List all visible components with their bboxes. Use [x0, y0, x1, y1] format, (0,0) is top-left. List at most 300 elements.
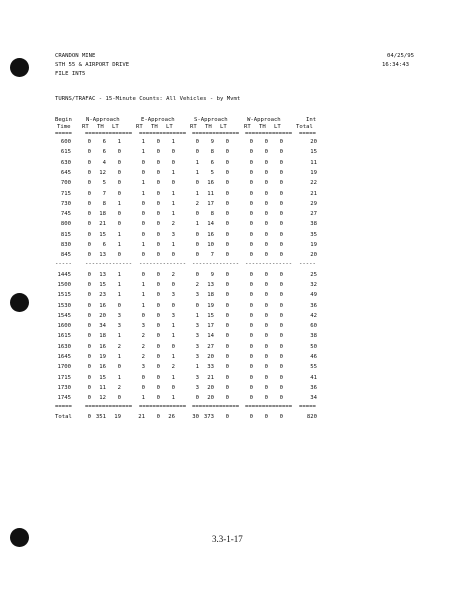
table-cell: 600 — [60, 139, 71, 145]
table-cell: 0 — [87, 242, 91, 248]
table-cell: 0 — [225, 364, 229, 371]
table-cell: 1 — [117, 242, 121, 248]
table-cell: 15 — [310, 149, 317, 156]
table-cell: 1 — [141, 180, 145, 187]
table-cell: 50 — [310, 343, 317, 350]
table-cell: 0 — [264, 384, 268, 391]
table-cell: 0 — [264, 242, 268, 248]
table-cell: 55 — [310, 364, 317, 371]
table-cell: 0 — [279, 333, 283, 340]
table-cell: 0 — [279, 139, 283, 145]
header-separator — [0, 131, 465, 138]
table-cell: 0 — [249, 413, 253, 420]
table-cell: 0 — [117, 395, 121, 402]
table-cell: 0 — [171, 343, 175, 350]
table-cell: 0 — [249, 190, 253, 197]
table-cell: 0 — [171, 302, 175, 309]
table-cell: 16 — [207, 180, 214, 187]
separator-segment: ----- — [299, 260, 316, 267]
table-cell: 0 — [87, 302, 91, 309]
table-cell: Total — [55, 413, 72, 420]
table-cell: 1 — [171, 211, 175, 218]
table-cell: 0 — [264, 169, 268, 176]
table-cell: 19 — [310, 169, 317, 176]
table-cell: 0 — [156, 159, 160, 166]
table-row — [0, 139, 465, 146]
table-cell: 0 — [156, 180, 160, 187]
table-cell: 3 — [141, 364, 145, 371]
table-cell: 21 — [310, 190, 317, 197]
table-cell: 1 — [171, 139, 175, 145]
table-cell: 0 — [156, 413, 160, 420]
table-cell: 0 — [225, 139, 229, 145]
table-cell: 2 — [117, 343, 121, 350]
table-cell: 21 — [207, 374, 214, 381]
table-cell: 0 — [249, 149, 253, 156]
table-cell: 33 — [207, 364, 214, 371]
table-cell: 0 — [141, 271, 145, 278]
table-cell: 645 — [60, 169, 71, 176]
table-cell: 0 — [87, 413, 91, 420]
table-cell: 34 — [310, 395, 317, 402]
table-cell: 5 — [102, 180, 106, 187]
table-cell: 0 — [156, 281, 160, 288]
table-cell: 0 — [264, 333, 268, 340]
table-cell: 0 — [156, 139, 160, 145]
table-cell: 1 — [195, 312, 199, 319]
table-cell: 0 — [195, 302, 199, 309]
table-cell: 0 — [279, 281, 283, 288]
table-cell: 22 — [310, 180, 317, 187]
separator-segment: ============== — [139, 131, 187, 137]
table-cell: 0 — [264, 343, 268, 350]
table-cell: 0 — [225, 281, 229, 288]
table-row — [0, 252, 465, 259]
table-cell: 3 — [195, 354, 199, 360]
table-cell: 0 — [156, 242, 160, 248]
table-cell: 0 — [264, 190, 268, 197]
table-cell: 0 — [87, 231, 91, 238]
table-cell: 0 — [87, 159, 91, 166]
table-cell: 49 — [310, 292, 317, 299]
table-cell: 12 — [99, 395, 106, 402]
table-cell: 13 — [99, 252, 106, 259]
table-cell: 0 — [279, 180, 283, 187]
movement-header: TH — [97, 124, 104, 130]
table-cell: 0 — [249, 384, 253, 391]
table-cell: 0 — [87, 374, 91, 381]
table-cell: 3 — [171, 231, 175, 238]
col-total-label: Total — [296, 124, 313, 130]
table-cell: 0 — [156, 354, 160, 360]
table-cell: 1 — [171, 169, 175, 176]
table-cell: 19 — [207, 302, 214, 309]
table-row — [0, 160, 465, 167]
table-cell: 820 — [306, 413, 317, 420]
table-cell: 0 — [87, 364, 91, 371]
table-cell: 0 — [171, 149, 175, 156]
table-cell: 0 — [87, 312, 91, 319]
header-time: 16:34:43 — [382, 62, 409, 68]
table-cell: 1 — [141, 190, 145, 197]
table-cell: 0 — [264, 252, 268, 259]
movement-header: RT — [244, 124, 251, 130]
table-cell: 700 — [60, 180, 71, 187]
table-cell: 0 — [249, 281, 253, 288]
header-location: STH 55 & AIRPORT DRIVE — [55, 62, 130, 68]
table-cell: 0 — [249, 323, 253, 330]
table-cell: 1 — [195, 364, 199, 371]
table-row — [0, 232, 465, 239]
table-cell: 1 — [141, 395, 145, 402]
table-cell: 0 — [141, 312, 145, 319]
table-row — [0, 354, 465, 361]
table-cell: 20 — [310, 139, 317, 145]
col-begin-label: Begin — [55, 117, 72, 123]
table-cell: 0 — [195, 139, 199, 145]
table-cell: 1 — [171, 354, 175, 360]
table-cell: 0 — [87, 252, 91, 259]
table-cell: 1 — [117, 139, 121, 145]
table-cell: 42 — [310, 312, 317, 319]
table-cell: 0 — [87, 333, 91, 340]
separator-segment: ===== — [299, 403, 316, 410]
table-cell: 35 — [310, 231, 317, 238]
separator-segment: ===== — [299, 131, 316, 137]
table-cell: 0 — [264, 200, 268, 207]
table-cell: 0 — [279, 190, 283, 197]
separator-segment: -------------- — [139, 260, 187, 267]
table-cell: 0 — [279, 364, 283, 371]
table-cell: 0 — [264, 395, 268, 402]
table-cell: 2 — [171, 364, 175, 371]
table-cell: 2 — [141, 354, 145, 360]
table-cell: 0 — [141, 169, 145, 176]
table-cell: 0 — [171, 180, 175, 187]
table-row — [0, 272, 465, 279]
table-cell: 1 — [141, 281, 145, 288]
table-cell: 0 — [225, 302, 229, 309]
table-cell: 3 — [195, 343, 199, 350]
table-cell: 3 — [195, 333, 199, 340]
table-cell: 29 — [310, 200, 317, 207]
table-cell: 1 — [117, 281, 121, 288]
movement-header: TH — [259, 124, 266, 130]
movement-header: LT — [220, 124, 227, 130]
table-cell: 0 — [87, 200, 91, 207]
table-cell: 0 — [279, 292, 283, 299]
table-cell: 15 — [99, 374, 106, 381]
movement-header: LT — [274, 124, 281, 130]
table-cell: 0 — [141, 211, 145, 218]
table-cell: 17 — [207, 200, 214, 207]
table-row — [0, 375, 465, 382]
table-cell: 16 — [207, 231, 214, 238]
table-cell: 0 — [279, 252, 283, 259]
table-cell: 6 — [102, 149, 106, 156]
table-cell: 0 — [279, 413, 283, 420]
table-cell: 0 — [156, 252, 160, 259]
table-cell: 1 — [195, 169, 199, 176]
table-cell: 15 — [207, 312, 214, 319]
table-cell: 0 — [87, 139, 91, 145]
table-cell: 3 — [195, 292, 199, 299]
table-cell: 13 — [207, 281, 214, 288]
table-cell: 0 — [249, 180, 253, 187]
table-cell: 0 — [249, 364, 253, 371]
table-cell: 0 — [141, 384, 145, 391]
table-cell: 2 — [141, 333, 145, 340]
table-cell: 0 — [225, 180, 229, 187]
table-cell: 0 — [87, 292, 91, 299]
table-row — [0, 201, 465, 208]
table-cell: 0 — [225, 292, 229, 299]
table-cell: 0 — [195, 252, 199, 259]
table-cell: 60 — [310, 323, 317, 330]
separator-segment: -------------- — [245, 260, 293, 267]
table-cell: 6 — [102, 139, 106, 145]
table-cell: 21 — [138, 413, 145, 420]
table-cell: 0 — [225, 159, 229, 166]
table-cell: 3 — [171, 312, 175, 319]
table-cell: 46 — [310, 354, 317, 360]
table-cell: 3 — [171, 292, 175, 299]
table-cell: 27 — [310, 211, 317, 218]
table-cell: 373 — [203, 413, 214, 420]
table-cell: 1 — [141, 149, 145, 156]
table-cell: 3 — [195, 374, 199, 381]
table-cell: 0 — [279, 384, 283, 391]
total-separator — [0, 404, 465, 411]
table-cell: 0 — [279, 211, 283, 218]
table-cell: 0 — [195, 231, 199, 238]
table-row — [0, 323, 465, 330]
table-cell: 12 — [99, 169, 106, 176]
table-cell: 1 — [117, 333, 121, 340]
table-cell: 0 — [156, 221, 160, 228]
table-cell: 1600 — [57, 323, 71, 330]
table-cell: 0 — [141, 374, 145, 381]
table-cell: 0 — [264, 413, 268, 420]
table-cell: 830 — [60, 242, 71, 248]
movement-header: LT — [112, 124, 119, 130]
table-cell: 11 — [310, 159, 317, 166]
table-cell: 0 — [195, 211, 199, 218]
table-cell: 0 — [87, 354, 91, 360]
table-cell: 1 — [117, 200, 121, 207]
table-cell: 1 — [171, 395, 175, 402]
total-row — [0, 414, 465, 421]
table-cell: 0 — [264, 374, 268, 381]
separator-segment: ============== — [85, 131, 133, 137]
table-cell: 0 — [171, 384, 175, 391]
table-cell: 1445 — [57, 271, 71, 278]
separator-segment: ============== — [192, 131, 240, 137]
table-cell: 6 — [102, 242, 106, 248]
table-cell: 21 — [99, 221, 106, 228]
table-cell: 0 — [264, 354, 268, 360]
table-cell: 19 — [114, 413, 121, 420]
table-cell: 3 — [141, 323, 145, 330]
table-cell: 0 — [171, 281, 175, 288]
table-cell: 15 — [99, 281, 106, 288]
table-cell: 0 — [171, 252, 175, 259]
am-pm-separator — [0, 261, 465, 268]
table-cell: 0 — [156, 323, 160, 330]
header-site: CRANDON MINE — [55, 53, 96, 59]
table-cell: 7 — [102, 190, 106, 197]
separator-segment: -------------- — [85, 260, 133, 267]
table-row — [0, 242, 465, 249]
table-cell: 14 — [207, 333, 214, 340]
table-cell: 0 — [249, 211, 253, 218]
table-cell: 815 — [60, 231, 71, 238]
table-cell: 0 — [117, 252, 121, 259]
table-cell: 0 — [264, 231, 268, 238]
table-cell: 0 — [279, 395, 283, 402]
table-cell: 1 — [141, 242, 145, 248]
table-cell: 0 — [249, 292, 253, 299]
table-cell: 0 — [249, 200, 253, 207]
table-cell: 1 — [117, 374, 121, 381]
table-cell: 1 — [117, 292, 121, 299]
table-cell: 1 — [171, 374, 175, 381]
table-cell: 1745 — [57, 395, 71, 402]
table-cell: 3 — [117, 323, 121, 330]
table-cell: 0 — [225, 354, 229, 360]
table-cell: 0 — [225, 200, 229, 207]
movement-header: TH — [151, 124, 158, 130]
table-cell: 2 — [141, 343, 145, 350]
table-cell: 0 — [156, 312, 160, 319]
table-cell: 7 — [210, 252, 214, 259]
table-cell: 0 — [225, 149, 229, 156]
table-cell: 0 — [141, 159, 145, 166]
table-cell: 0 — [156, 271, 160, 278]
table-cell: 20 — [207, 354, 214, 360]
table-cell: 20 — [310, 252, 317, 259]
table-cell: 2 — [195, 200, 199, 207]
table-cell: 0 — [279, 271, 283, 278]
table-cell: 0 — [156, 231, 160, 238]
table-cell: 0 — [87, 190, 91, 197]
table-cell: 25 — [310, 271, 317, 278]
movement-header: RT — [190, 124, 197, 130]
separator-segment: ============== — [139, 403, 187, 410]
table-cell: 0 — [87, 180, 91, 187]
table-cell: 0 — [279, 200, 283, 207]
table-cell: 0 — [249, 169, 253, 176]
table-cell: 0 — [87, 221, 91, 228]
table-cell: 1 — [195, 221, 199, 228]
table-cell: 0 — [156, 200, 160, 207]
table-cell: 34 — [99, 323, 106, 330]
table-cell: 0 — [264, 221, 268, 228]
table-cell: 0 — [279, 169, 283, 176]
table-cell: 0 — [249, 252, 253, 259]
table-cell: 0 — [225, 190, 229, 197]
table-cell: 1615 — [57, 333, 71, 340]
table-cell: 30 — [192, 413, 199, 420]
separator-segment: ----- — [55, 260, 72, 267]
table-cell: 0 — [249, 242, 253, 248]
table-cell: 27 — [207, 343, 214, 350]
table-cell: 0 — [87, 149, 91, 156]
table-cell: 18 — [99, 211, 106, 218]
table-cell: 0 — [249, 374, 253, 381]
table-row — [0, 170, 465, 177]
movement-header: LT — [166, 124, 173, 130]
separator-segment: ============== — [85, 403, 133, 410]
table-cell: 1715 — [57, 374, 71, 381]
table-cell: 0 — [249, 343, 253, 350]
table-cell: 36 — [310, 384, 317, 391]
table-cell: 0 — [264, 302, 268, 309]
table-cell: 0 — [156, 364, 160, 371]
separator-segment: ============== — [192, 403, 240, 410]
table-cell: 20 — [207, 384, 214, 391]
table-cell: 11 — [99, 384, 106, 391]
page-number: 3.3-1-17 — [212, 534, 243, 544]
table-cell: 0 — [156, 343, 160, 350]
table-cell: 14 — [207, 221, 214, 228]
table-cell: 0 — [117, 149, 121, 156]
separator-segment: ============== — [245, 403, 293, 410]
table-cell: 0 — [249, 333, 253, 340]
table-cell: 1730 — [57, 384, 71, 391]
table-cell: 1 — [171, 323, 175, 330]
table-cell: 730 — [60, 200, 71, 207]
col-int-label: Int — [306, 117, 317, 123]
table-cell: 0 — [141, 231, 145, 238]
table-cell: 26 — [168, 413, 175, 420]
table-cell: 0 — [249, 271, 253, 278]
table-cell: 16 — [99, 343, 106, 350]
table-cell: 0 — [156, 190, 160, 197]
table-cell: 0 — [264, 159, 268, 166]
table-cell: 0 — [225, 395, 229, 402]
table-row — [0, 333, 465, 340]
col-s-approach: S-Approach — [194, 117, 228, 123]
table-cell: 8 — [102, 200, 106, 207]
punch-hole-top — [10, 58, 29, 77]
table-cell: 5 — [210, 169, 214, 176]
header-date: 04/25/95 — [387, 53, 414, 59]
report-title: TURNS/TRAFAC - 15-Minute Counts: All Vehicles - by Mvmt — [55, 96, 241, 102]
table-cell: 715 — [60, 190, 71, 197]
table-cell: 38 — [310, 221, 317, 228]
table-cell: 1500 — [57, 281, 71, 288]
table-cell: 0 — [264, 323, 268, 330]
table-row — [0, 364, 465, 371]
table-cell: 1 — [171, 242, 175, 248]
table-cell: 1 — [195, 159, 199, 166]
table-cell: 1 — [141, 302, 145, 309]
table-cell: 1 — [117, 231, 121, 238]
table-row — [0, 303, 465, 310]
table-cell: 0 — [264, 149, 268, 156]
table-cell: 0 — [117, 159, 121, 166]
table-cell: 2 — [195, 281, 199, 288]
punch-hole-bottom — [10, 528, 29, 547]
table-cell: 0 — [225, 271, 229, 278]
table-cell: 0 — [87, 211, 91, 218]
table-cell: 615 — [60, 149, 71, 156]
table-cell: 1 — [195, 190, 199, 197]
table-row — [0, 385, 465, 392]
table-cell: 0 — [225, 221, 229, 228]
table-cell: 0 — [279, 354, 283, 360]
